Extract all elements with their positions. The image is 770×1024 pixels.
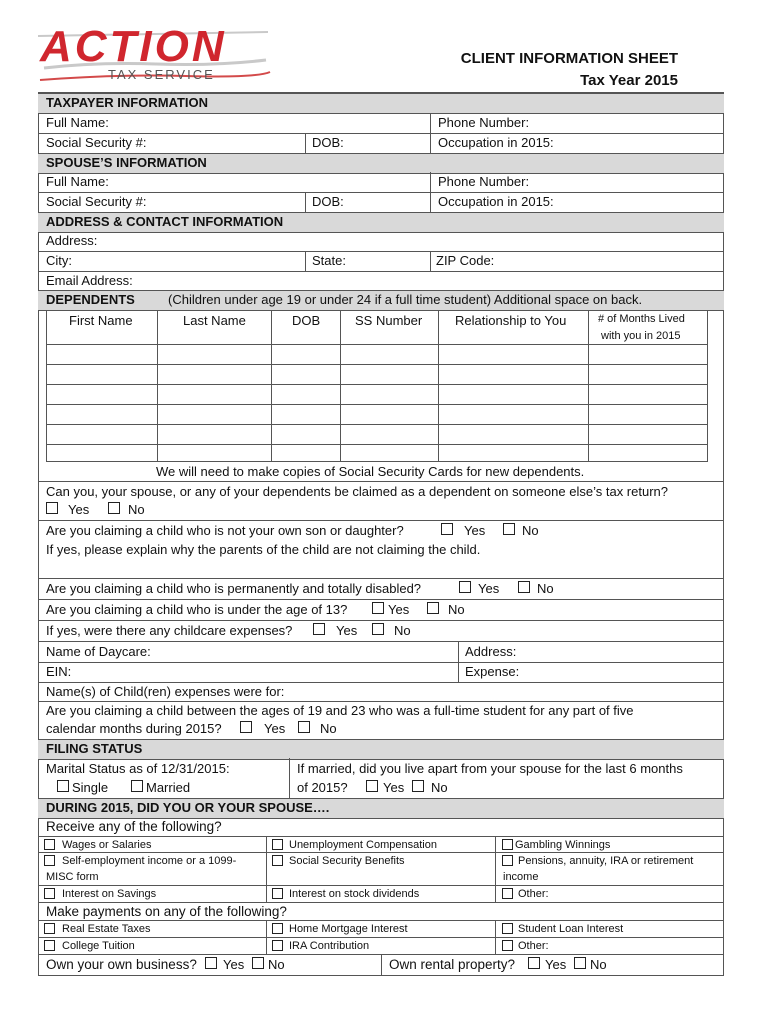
section-title: DEPENDENTS: [46, 292, 135, 307]
q-childcare-yes-checkbox[interactable]: [313, 623, 325, 635]
q-student-no-checkbox[interactable]: [298, 721, 310, 733]
ein-label: EIN:: [46, 664, 72, 679]
section-title: FILING STATUS: [46, 741, 143, 756]
no-label: No: [431, 780, 448, 795]
address-section-header: [38, 212, 724, 233]
spouse-occupation-label: Occupation in 2015:: [438, 194, 554, 209]
q-childcare-no-checkbox[interactable]: [372, 623, 384, 635]
other-payment-checkbox[interactable]: [502, 940, 513, 951]
self-employment-label: Self-employment income or a 1099-: [62, 855, 237, 867]
logo-brand: ACTION: [40, 22, 227, 71]
q-not-own-text: Are you claiming a child who is not your own son or daughter?: [46, 523, 404, 538]
receive-label: Receive any of the following?: [46, 819, 222, 834]
other-income-label: Other:: [518, 888, 549, 900]
other-income-checkbox[interactable]: [502, 888, 513, 899]
own-rental-no-checkbox[interactable]: [574, 957, 586, 969]
spouse-full-name-label: Full Name:: [46, 174, 109, 189]
own-rental-yes-checkbox[interactable]: [528, 957, 540, 969]
no-label: No: [320, 721, 337, 736]
q-disabled-text: Are you claiming a child who is permanently and totally disabled?: [46, 581, 422, 596]
col-last-name: Last Name: [183, 313, 246, 328]
q-claimed-no-checkbox[interactable]: [108, 502, 120, 514]
student-loan-label: Student Loan Interest: [518, 923, 624, 935]
spouse-dob-label: DOB:: [312, 194, 344, 209]
col-months-lived: # of Months Lived: [598, 313, 685, 325]
state-label: State:: [312, 253, 346, 268]
ira-checkbox[interactable]: [272, 940, 283, 951]
own-business-yes-checkbox[interactable]: [205, 957, 217, 969]
self-employment-checkbox[interactable]: [44, 855, 55, 866]
home-mortgage-checkbox[interactable]: [272, 923, 283, 934]
email-label: Email Address:: [46, 273, 133, 288]
yes-label: Yes: [388, 602, 410, 617]
yes-label: Yes: [223, 957, 245, 972]
live-apart-text: If married, did you live apart from your spouse for the last 6 months: [297, 761, 683, 776]
spouse-phone-label: Phone Number:: [438, 174, 530, 189]
college-tuition-checkbox[interactable]: [44, 940, 55, 951]
spouse-ssn-label: Social Security #:: [46, 194, 147, 209]
gambling-label: Gambling Winnings: [515, 839, 611, 851]
section-title: TAXPAYER INFORMATION: [46, 95, 209, 110]
daycare-address-label: Address:: [465, 644, 517, 659]
unemployment-checkbox[interactable]: [272, 839, 283, 850]
taxpayer-phone-label: Phone Number:: [438, 115, 530, 130]
q-disabled-yes-checkbox[interactable]: [459, 581, 471, 593]
taxpayer-dob-label: DOB:: [312, 135, 344, 150]
yes-label: Yes: [68, 502, 90, 517]
q-disabled-no-checkbox[interactable]: [518, 581, 530, 593]
dependents-note: (Children under age 19 or under 24 if a full time student) Additional space on back.: [168, 292, 643, 307]
payments-label: Make payments on any of the following?: [46, 904, 287, 919]
interest-stock-label: Interest on stock dividends: [289, 888, 420, 900]
home-mortgage-label: Home Mortgage Interest: [289, 923, 408, 935]
section-title: DURING 2015, DID YOU OR YOUR SPOUSE….: [46, 800, 330, 815]
taxpayer-full-name-label: Full Name:: [46, 115, 109, 130]
taxpayer-ssn-label: Social Security #:: [46, 135, 147, 150]
section-title: SPOUSE’S INFORMATION: [46, 155, 207, 170]
wages-checkbox[interactable]: [44, 839, 55, 850]
interest-stock-checkbox[interactable]: [272, 888, 283, 899]
student-loan-checkbox[interactable]: [502, 923, 513, 934]
q-not-own-no-checkbox[interactable]: [503, 523, 515, 535]
no-label: No: [268, 957, 285, 972]
married-checkbox[interactable]: [131, 780, 143, 792]
q-childcare-text: If yes, were there any childcare expenses?: [46, 623, 293, 638]
q-not-own-explain: If yes, please explain why the parents of the child are not claiming the child.: [46, 542, 481, 557]
live-apart-yes-checkbox[interactable]: [366, 780, 378, 792]
yes-label: Yes: [545, 957, 567, 972]
other-payment-label: Other:: [518, 940, 549, 952]
ssb-label: Social Security Benefits: [289, 855, 405, 867]
taxpayer-section-header: [38, 93, 724, 114]
daycare-name-label: Name of Daycare:: [46, 644, 151, 659]
wages-label: Wages or Salaries: [62, 839, 152, 851]
own-business-no-checkbox[interactable]: [252, 957, 264, 969]
dependents-footer-note: We will need to make copies of Social Security Cards for new dependents.: [156, 464, 585, 479]
tax-year: Tax Year 2015: [580, 72, 678, 89]
col-ss-number: SS Number: [355, 313, 423, 328]
yes-label: Yes: [464, 523, 486, 538]
no-label: No: [590, 957, 607, 972]
q-under13-no-checkbox[interactable]: [427, 602, 439, 614]
no-label: No: [537, 581, 554, 596]
logo-subtitle: TAX SERVICE: [108, 67, 215, 82]
col-dob: DOB: [292, 313, 321, 328]
no-label: No: [394, 623, 411, 638]
col-relationship: Relationship to You: [455, 313, 567, 328]
married-label: Married: [146, 780, 191, 795]
own-rental-label: Own rental property?: [389, 957, 516, 972]
marital-status-label: Marital Status as of 12/31/2015:: [46, 761, 230, 776]
self-employment-label-2: MISC form: [46, 871, 99, 883]
q-claimed-text: Can you, your spouse, or any of your dependents be claimed as a dependent on someone else’s tax return?: [46, 484, 668, 499]
gambling-checkbox[interactable]: [502, 839, 513, 850]
yes-label: Yes: [478, 581, 500, 596]
own-business-label: Own your own business?: [46, 957, 197, 972]
yes-label: Yes: [264, 721, 286, 736]
city-label: City:: [46, 253, 72, 268]
college-tuition-label: College Tuition: [62, 940, 135, 952]
pensions-label: Pensions, annuity, IRA or retirement: [518, 855, 694, 867]
unemployment-label: Unemployment Compensation: [289, 839, 437, 851]
q-not-own-yes-checkbox[interactable]: [441, 523, 453, 535]
real-estate-label: Real Estate Taxes: [62, 923, 151, 935]
taxpayer-occupation-label: Occupation in 2015:: [438, 135, 554, 150]
yes-label: Yes: [383, 780, 405, 795]
ssb-checkbox[interactable]: [272, 855, 283, 866]
page-title: CLIENT INFORMATION SHEET: [460, 50, 678, 67]
pensions-checkbox[interactable]: [502, 855, 513, 866]
no-label: No: [128, 502, 145, 517]
interest-savings-checkbox[interactable]: [44, 888, 55, 899]
dependents-section-header: [38, 290, 724, 311]
col-months-lived-2: with you in 2015: [601, 330, 681, 342]
expense-label: Expense:: [465, 664, 520, 679]
live-apart-no-checkbox[interactable]: [412, 780, 424, 792]
filing-section-header: [38, 739, 724, 760]
address-label: Address:: [46, 233, 98, 248]
children-names-label: Name(s) of Child(ren) expenses were for:: [46, 684, 285, 699]
logo: [36, 24, 272, 88]
single-label: Single: [72, 780, 109, 795]
q-student-yes-checkbox[interactable]: [240, 721, 252, 733]
q-claimed-yes-checkbox[interactable]: [46, 502, 58, 514]
q-student-text: Are you claiming a child between the ages of 19 and 23 who was a full-time student for any part of five: [46, 703, 634, 718]
spouse-section-header: [38, 153, 724, 174]
single-checkbox[interactable]: [57, 780, 69, 792]
pensions-label-2: income: [503, 871, 539, 883]
no-label: No: [522, 523, 539, 538]
real-estate-checkbox[interactable]: [44, 923, 55, 934]
interest-savings-label: Interest on Savings: [62, 888, 157, 900]
col-first-name: First Name: [69, 313, 133, 328]
no-label: No: [448, 602, 465, 617]
q-under13-yes-checkbox[interactable]: [372, 602, 384, 614]
ira-label: IRA Contribution: [289, 940, 370, 952]
yes-label: Yes: [336, 623, 358, 638]
section-title: ADDRESS & CONTACT INFORMATION: [46, 214, 284, 229]
q-under13-text: Are you claiming a child who is under the age of 13?: [46, 602, 348, 617]
q-student-text-2: calendar months during 2015?: [46, 721, 222, 736]
zip-label: ZIP Code:: [436, 253, 495, 268]
during-section-header: [38, 798, 724, 819]
live-apart-text-2: of 2015?: [297, 780, 348, 795]
